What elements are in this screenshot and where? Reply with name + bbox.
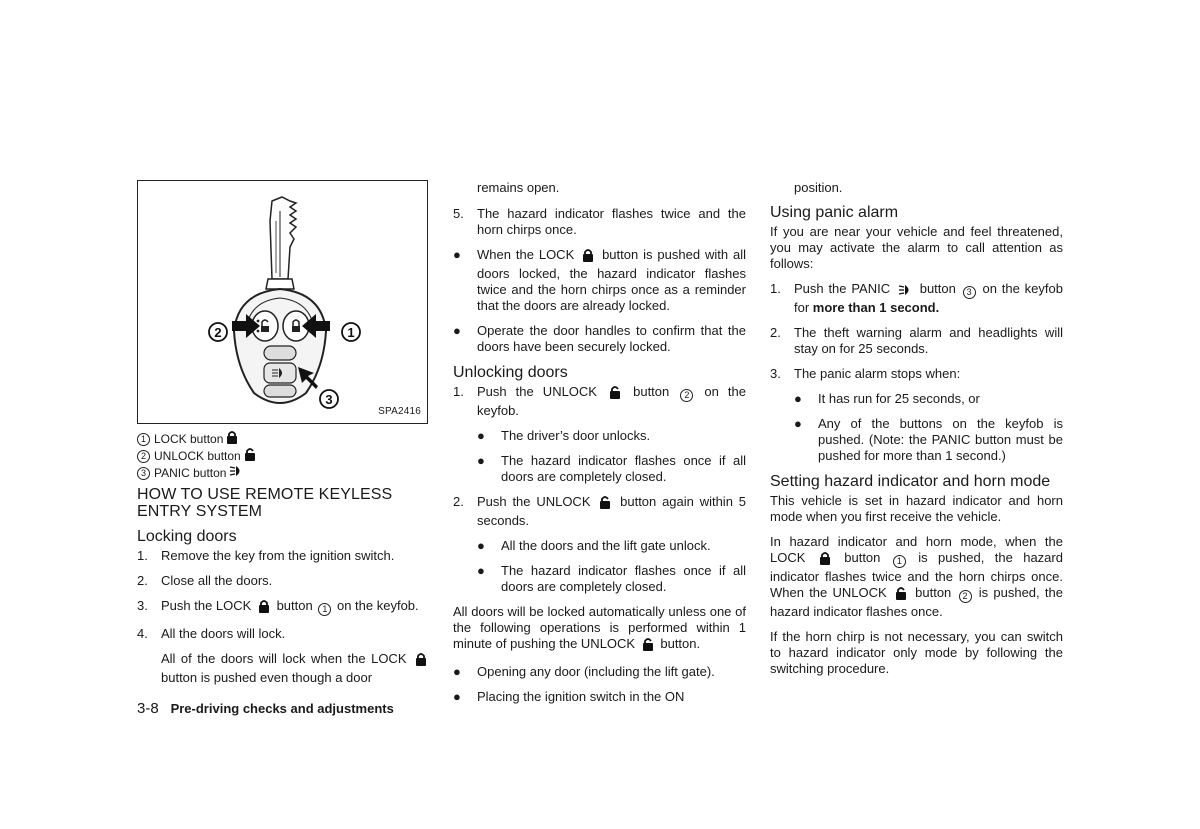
list-item: 2. Close all the doors.: [137, 573, 273, 588]
list-item: 3. The panic alarm stops when:: [770, 366, 961, 381]
keyfob-illustration: [138, 181, 427, 423]
panic-icon: [898, 284, 912, 300]
bullet-item: ● It has run for 25 seconds, or: [794, 391, 980, 406]
subheading-hazard-mode: Setting hazard indicator and horn mode: [770, 473, 1051, 490]
list-item: 5. The hazard indicator flashes twice and the horn chirps once.: [453, 206, 746, 237]
legend-label: LOCK button: [154, 432, 224, 446]
bullet-item: ● The hazard indicator flashes once if all doors are completely closed.: [477, 453, 746, 484]
bullet-item: ● Opening any door (including the lift gate).: [453, 664, 715, 679]
callout-2: 2: [214, 325, 222, 340]
panic-intro: If you are near your vehicle and feel threatened, you may activate the alarm to call attention as follows:: [770, 224, 1063, 271]
unlock-icon: [599, 495, 611, 513]
callout-1: 1: [347, 325, 355, 340]
number-badge: 1: [893, 555, 906, 568]
list-item: 3. Push the LOCK button 1 on the keyfob.: [137, 598, 430, 617]
step-continuation: All of the doors will lock when the LOCK button is pushed even though a door: [161, 651, 430, 686]
callout-3: 3: [325, 392, 333, 407]
bullet: ●: [477, 453, 485, 468]
page-number: 3-8: [137, 700, 159, 717]
lock-icon: [226, 430, 238, 449]
section-heading: HOW TO USE REMOTE KEYLESS ENTRY SYSTEM: [137, 486, 393, 520]
unlock-icon: [244, 447, 256, 466]
bullet-item: ● All the doors and the lift gate unlock.: [477, 538, 711, 553]
bullet-item: ● When the LOCK button is pushed with all doors locked, the hazard indicator flashes twice and the horn chirps once as a reminder that the doors are already locked.: [453, 247, 746, 313]
continued-text: remains open.: [477, 180, 560, 195]
subheading-locking: Locking doors: [137, 528, 237, 545]
hazard-intro: This vehicle is set in hazard indicator and horn mode when you first receive the vehicle.: [770, 493, 1063, 524]
page-footer: [137, 700, 394, 717]
list-item: 4. All the doors will lock.: [137, 626, 286, 641]
lock-icon: [819, 551, 831, 569]
legend-label: UNLOCK button: [154, 449, 241, 463]
number-badge: 3: [137, 467, 150, 480]
bullet: ●: [477, 563, 485, 578]
lock-icon: [415, 652, 427, 670]
legend-label: PANIC button: [154, 466, 227, 480]
auto-lock-paragraph: All doors will be locked automatically unless one of the following operations is performed within 1 minute of pushing the UNLOCK button.: [453, 604, 746, 655]
unlock-icon: [895, 586, 907, 604]
bullet-item: ● Any of the buttons on the keyfob is pushed. (Note: the PANIC button must be pushed for more than 1 second.): [794, 416, 1063, 463]
lock-icon: [258, 599, 270, 617]
bullet-item: ● The driver’s door unlocks.: [477, 428, 651, 443]
list-item: 1. Remove the key from the ignition switch.: [137, 548, 395, 563]
list-item: 1. Push the UNLOCK button 2 on the keyfob.: [453, 384, 746, 418]
bullet: ●: [453, 664, 461, 679]
column-right: [770, 180, 1063, 686]
button-legend: [137, 431, 430, 482]
number-badge: 1: [318, 603, 331, 616]
number-badge: 2: [680, 389, 693, 402]
bullet: ●: [477, 428, 485, 443]
number-badge: 3: [963, 286, 976, 299]
list-item: 2. The theft warning alarm and headlights will stay on for 25 seconds.: [770, 325, 1063, 356]
panic-icon: [229, 465, 243, 482]
legend-item-panic: [137, 465, 430, 482]
keyfob-figure: [137, 180, 428, 424]
unlock-icon: [609, 385, 621, 403]
legend-item-unlock: [137, 448, 430, 465]
unlock-icon: [642, 637, 654, 655]
figure-code: SPA2416: [378, 406, 421, 417]
lock-icon: [582, 248, 594, 266]
legend-item-lock: [137, 431, 430, 448]
column-middle: [453, 180, 746, 714]
column-left: [137, 180, 430, 686]
bullet-item: ● Operate the door handles to confirm that the doors have been securely locked.: [453, 323, 746, 354]
list-item: 2. Push the UNLOCK button again within 5 seconds.: [453, 494, 746, 528]
subheading-panic: Using panic alarm: [770, 204, 899, 221]
hazard-mode-paragraph: In hazard indicator and horn mode, when the LOCK button 1 is pushed, the hazard indicator flashes twice and the horn chirps once. When the UNLOCK button 2 is pushed, the hazard indicator flashes once.: [770, 534, 1063, 619]
number-badge: 2: [959, 590, 972, 603]
bullet-item: ● The hazard indicator flashes once if all doors are completely closed.: [477, 563, 746, 594]
number-badge: 1: [137, 433, 150, 446]
list-item: 1. Push the PANIC button 3 on the keyfob for more than 1 second.: [770, 281, 1063, 315]
bullet: ●: [453, 689, 461, 704]
horn-chirp-paragraph: If the horn chirp is not necessary, you can switch to hazard indicator only mode by following the switching procedure.: [770, 629, 1063, 676]
bullet: ●: [794, 391, 802, 406]
bullet: ●: [794, 416, 802, 431]
section-title: Pre-driving checks and adjustments: [170, 701, 394, 716]
continued-text: position.: [794, 180, 843, 195]
number-badge: 2: [137, 450, 150, 463]
bullet: ●: [453, 247, 461, 262]
bullet: ●: [477, 538, 485, 553]
bullet: ●: [453, 323, 461, 338]
bullet-item: ● Placing the ignition switch in the ON: [453, 689, 685, 704]
subheading-unlocking: Unlocking doors: [453, 364, 568, 381]
